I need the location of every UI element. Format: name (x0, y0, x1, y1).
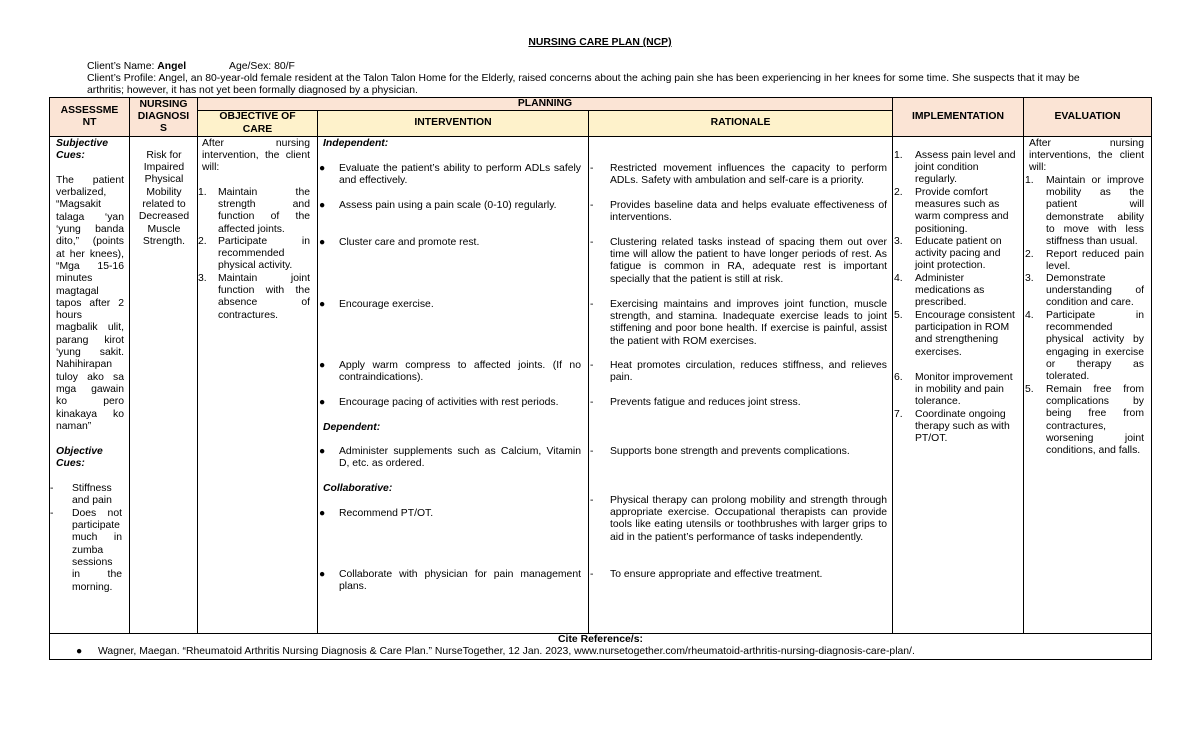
client-agesex: 80/F (274, 61, 295, 72)
rationale-item: Physical therapy can prolong mobility and strength through appropriate exercise. Occupational therapists can provide tools like eating utensils or toothbrushes with larger grips to aid in the patient’s performance of tasks independently. (610, 494, 887, 543)
header-diagnosis: NURSING DIAGNOSI S (130, 98, 198, 137)
collaborative-label: Collaborative: (323, 482, 393, 494)
client-name: Angel (157, 61, 187, 72)
intervention-item: Cluster care and promote rest. (339, 236, 480, 248)
header-intervention: INTERVENTION (318, 111, 589, 137)
header-rationale: RATIONALE (589, 111, 893, 137)
header-implementation: IMPLEMENTATION (893, 98, 1024, 137)
evaluation-item: Report reduced pain level. (1046, 248, 1144, 273)
intervention-item: Recommend PT/OT. (339, 507, 434, 519)
citation-cell: Cite Reference/s: ● Wagner, Maegan. “Rheumatoid Arthritis Nursing Diagnosis & Care Plan.” NurseTogether, 12 Jan. 2023, www.nursetogether.com/rheumatoid-arthritis-nursing-diagnosis-care-plan/. (50, 633, 1152, 659)
rationale-item: Exercising maintains and improves joint function, muscle strength, and stamina. Inadequate exercise leads to joint stiffening and poor bone health. If exercise is painful, assist the patient with ROM exercises. (610, 298, 887, 347)
evaluation-item: Participate in recommended physical activity by engaging in exercise or therapy as tolerated. (1046, 309, 1144, 383)
objective-intro: After nursing intervention, the client will: (202, 137, 310, 174)
objective-cues-label: Objective Cues: (56, 445, 103, 470)
implementation-item: Monitor improvement in mobility and pain tolerance. (915, 371, 1013, 408)
dependent-label: Dependent: (323, 421, 381, 433)
citation-text: Wagner, Maegan. “Rheumatoid Arthritis Nursing Diagnosis & Care Plan.” NurseTogether, 12 Jan. 2023, www.nursetogether.com/rheumatoid-arthritis-nursing-diagnosis-care-plan/. (98, 646, 915, 658)
evaluation-item: Demonstrate understanding of condition and care. (1046, 272, 1144, 309)
assessment-cell: Subjective Cues: The patient verbalized, “Magsakit talaga ‘yan ‘yung banda dito,” (points at her knees), “Mga 15-16 minutes magtagal tapos after 2 hours magbalik ulit, parang kirot ‘yung sakit. Nahihirapan tuloy ako sa mga gawain ko pero kinakaya ko naman” Objective Cues: - Stiffness and pain - Does not participate much in zumba sessions in the morning. (50, 136, 130, 633)
implementation-item: Coordinate ongoing therapy such as with PT/OT. (915, 408, 1010, 445)
nursing-diagnosis: Risk for Impaired Physical Mobility related to Decreased Muscle Strength. (138, 149, 190, 247)
client-profile-line1: Angel, an 80-year-old female resident at the Talon Talon Home for the Elderly, raised concerns about the aching pain she has been experiencing in her knees for some time. She suspects that it may be (158, 73, 1080, 84)
implementation-cell: 1. Assess pain level and joint condition regularly. 2. Provide comfort measures such as warm compress and positioning. 3. Educate patient on activity pacing and joint protection. 4. Administer medications as prescribed. 5. Encourage consistent participation in ROM and strengthening exercises. 6. Monitor improvement in mobility and pain tolerance. 7. Coordinate ongoing therapy such as with PT/OT. (893, 136, 1024, 633)
intervention-cell: Independent: ● Evaluate the patient’s ability to perform ADLs safely and effectively. ● Assess pain using a pain scale (0-10) regularly. ● Cluster care and promote rest. ● Encourage exercise. ● Apply warm compress to affected joints. (If no contraindications). ● Encourage pacing of activities with rest periods. Dependent: ● Administer supplements such as Calcium, Vitamin D, etc. as ordered. Collaborative: ● Recommend PT/OT. ● Collaborate with physician for pain management plans. (318, 136, 589, 633)
client-profile-label: Client’s Profile: (87, 73, 157, 84)
rationale-item: Heat promotes circulation, reduces stiffness, and relieves pain. (610, 359, 887, 384)
intervention-item: Assess pain using a pain scale (0-10) regularly. (339, 199, 557, 211)
intervention-item: Evaluate the patient’s ability to perform ADLs safely and effectively. (339, 162, 581, 187)
header-planning: PLANNING (198, 98, 893, 111)
evaluation-cell: After nursing interventions, the client will: 1. Maintain or improve mobility as the patient will demonstrate ability to move with less stiffness than usual. 2. Report reduced pain level. 3. Demonstrate understanding of condition and care. 4. Participate in recommended physical activity by engaging in exercise or therapy as tolerated. 5. Remain free from complications by being free from contractures, worsening joint conditions, and falls. (1024, 136, 1152, 633)
rationale-item: Provides baseline data and helps evaluate effectiveness of interventions. (610, 199, 887, 224)
header-assessment: ASSESSME NT (50, 98, 130, 137)
evaluation-item: Remain free from complications by being free from contractures, worsening joint conditions, and falls. (1046, 383, 1144, 457)
objective-item: Participate in recommended physical activity. (218, 235, 310, 272)
implementation-item: Administer medications as prescribed. (915, 272, 985, 309)
objective-item: Maintain joint function with the absence of contractures. (218, 272, 310, 321)
client-name-label: Client’s Name: (87, 61, 155, 72)
client-profile (87, 73, 1127, 98)
rationale-item: Prevents fatigue and reduces joint stress. (610, 396, 801, 408)
objective-cue-item: Stiffness and pain (72, 482, 112, 507)
intervention-item: Apply warm compress to affected joints. (If no contraindications). (339, 359, 581, 384)
citation-label: Cite Reference/s: (558, 633, 643, 645)
implementation-item: Assess pain level and joint condition regularly. (915, 149, 1016, 186)
rationale-item: Restricted movement influences the capacity to perform ADLs. Safety with ambulation and self-care is a priority. (610, 162, 887, 187)
care-plan-table (49, 97, 1152, 660)
rationale-item: To ensure appropriate and effective treatment. (610, 568, 823, 580)
intervention-item: Encourage exercise. (339, 298, 434, 310)
header-objective: OBJECTIVE OF CARE (198, 111, 318, 137)
intervention-item: Encourage pacing of activities with rest periods. (339, 396, 559, 408)
rationale-cell: - Restricted movement influences the capacity to perform ADLs. Safety with ambulation and self-care is a priority. - Provides baseline data and helps evaluate effectiveness of interventions. - Clustering related tasks instead of spacing them out over time will allow the patient to have longer periods of rest. As fatigue is common in RA, adequate rest is important specially that the patient is still at risk. - Exercising maintains and improves joint function, muscle strength, and stamina. Inadequate exercise leads to joint stiffening and poor bone health. If exercise is painful, assist the patient with ROM exercises. - Heat promotes circulation, reduces stiffness, and relieves pain. - Prevents fatigue and reduces joint stress. - Supports bone strength and prevents complications. - Physical therapy can prolong mobility and strength through appropriate exercise. Occupational therapists can provide tools like eating utensils or toothbrushes with larger grips to aid in the patient’s performance of tasks independently. - To ensure appropriate and effective treatment. (589, 136, 893, 633)
rationale-item: Clustering related tasks instead of spacing them out over time will allow the patient to have longer periods of rest. As fatigue is common in RA, adequate rest is important specially that the patient is still at risk. (610, 236, 887, 285)
evaluation-item: Maintain or improve mobility as the patient will demonstrate ability to move with less stiffness than usual. (1046, 174, 1144, 248)
implementation-item: Educate patient on activity pacing and joint protection. (915, 235, 1002, 272)
client-agesex-label: Age/Sex: (229, 61, 272, 72)
intervention-item: Collaborate with physician for pain management plans. (339, 568, 581, 593)
implementation-item: Encourage consistent participation in ROM and strengthening exercises. (915, 309, 1015, 358)
implementation-item: Provide comfort measures such as warm compress and positioning. (915, 186, 1009, 235)
independent-label: Independent: (323, 137, 389, 149)
subjective-cues-label: Subjective Cues: (56, 137, 108, 162)
client-profile-line2: arthritis; however, it has not yet been formally diagnosed by a physician. (87, 85, 418, 97)
diagnosis-cell (130, 136, 198, 633)
rationale-item: Supports bone strength and prevents complications. (610, 445, 850, 457)
intervention-item: Administer supplements such as Calcium, Vitamin D, etc. as ordered. (339, 445, 581, 470)
subjective-cues-text: The patient verbalized, “Magsakit talaga ‘yan ‘yung banda dito,” (points at her knees), “Mga 15-16 minutes magtagal tapos after 2 hours magbalik ulit, parang kirot ‘yung sakit. Nahihirapan tuloy ako sa mga gawain ko pero kinakaya ko naman” (56, 174, 124, 432)
objective-cue-item: Does not participate much in zumba sessions in the morning. (72, 507, 122, 593)
objective-item: Maintain the strength and function of the affected joints. (218, 186, 310, 235)
page-title: NURSING CARE PLAN (NCP) (528, 37, 672, 48)
objective-cell: After nursing intervention, the client will: 1. Maintain the strength and function of the affected joints. 2. Participate in recommended physical activity. 3. Maintain joint function with the absence of contractures. (198, 136, 318, 633)
header-evaluation: EVALUATION (1024, 98, 1152, 137)
client-name-line (87, 61, 1127, 73)
evaluation-intro: After nursing interventions, the client will: (1029, 137, 1144, 174)
